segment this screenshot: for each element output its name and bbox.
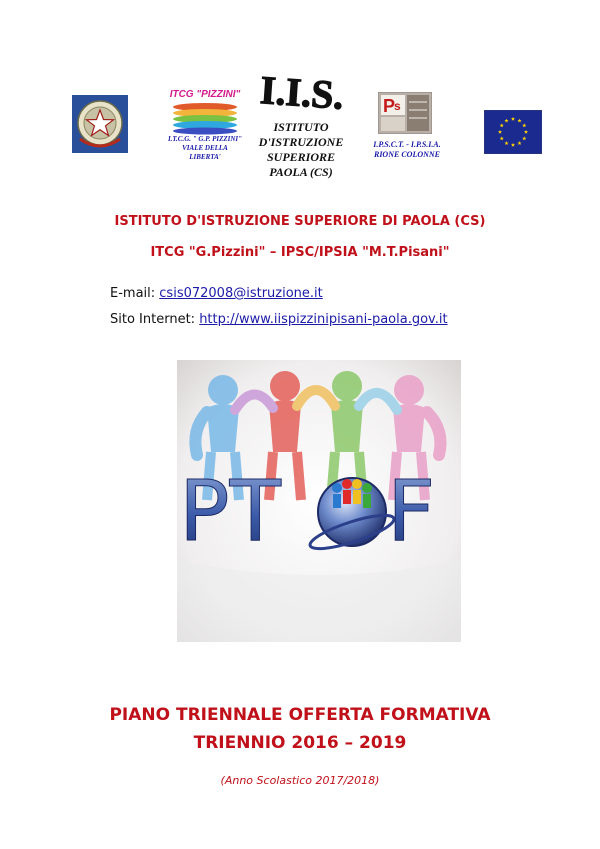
itcg-logo-text: ITCG "PIZZINI" xyxy=(169,89,241,100)
email-label: E-mail: xyxy=(110,286,156,301)
itcg-caption-line: I.T.C.G. " G.P. PIZZINI" xyxy=(167,135,243,143)
schools-heading: ITCG "G.Pizzini" – IPSC/IPSIA "M.T.Pisani" xyxy=(150,245,450,260)
itcg-caption xyxy=(150,135,260,162)
iis-name-line: PAOLA (CS) xyxy=(269,165,333,179)
iis-name-line: D'ISTRUZIONE xyxy=(258,135,344,149)
svg-text:P: P xyxy=(383,96,396,116)
website-label: Sito Internet: xyxy=(110,312,196,327)
iis-logo xyxy=(243,70,361,114)
website-line xyxy=(110,312,448,327)
iis-name-line: ISTITUTO xyxy=(273,120,329,134)
iis-name-line: SUPERIORE xyxy=(266,150,336,164)
italian-republic-emblem xyxy=(72,95,128,153)
website-link[interactable]: http://www.iispizzinipisani-paola.gov.it xyxy=(199,312,448,327)
ptof-right-letter: F xyxy=(387,462,436,560)
email-line xyxy=(110,286,323,301)
ipsct-caption xyxy=(352,140,462,160)
itcg-caption-line: LIBERTA' xyxy=(189,153,221,161)
ptof-left-letters: PT xyxy=(179,462,281,560)
document-title: PIANO TRIENNALE OFFERTA FORMATIVA xyxy=(109,705,491,725)
ptof-logo-image xyxy=(177,360,461,642)
email-link[interactable]: csis072008@istruzione.it xyxy=(159,286,323,301)
iis-full-name xyxy=(246,120,356,180)
ipsct-caption-line: RIONE COLONNE xyxy=(373,150,440,159)
ipsct-caption-line: I.P.S.C.T. - I.P.S.I.A. xyxy=(373,140,441,149)
triennium-title: TRIENNIO 2016 – 2019 xyxy=(193,733,407,753)
svg-text:s: s xyxy=(394,99,401,113)
institute-heading: ISTITUTO D'ISTRUZIONE SUPERIORE DI PAOLA (CS) xyxy=(114,214,486,229)
eu-flag xyxy=(484,110,542,154)
itcg-pizzini-logo xyxy=(162,85,248,135)
school-year: (Anno Scolastico 2017/2018) xyxy=(220,774,380,787)
iis-mark-text: I.I.S. xyxy=(258,70,346,114)
ipsct-ipsia-logo xyxy=(378,92,432,134)
itcg-caption-line: VIALE DELLA xyxy=(182,144,228,152)
